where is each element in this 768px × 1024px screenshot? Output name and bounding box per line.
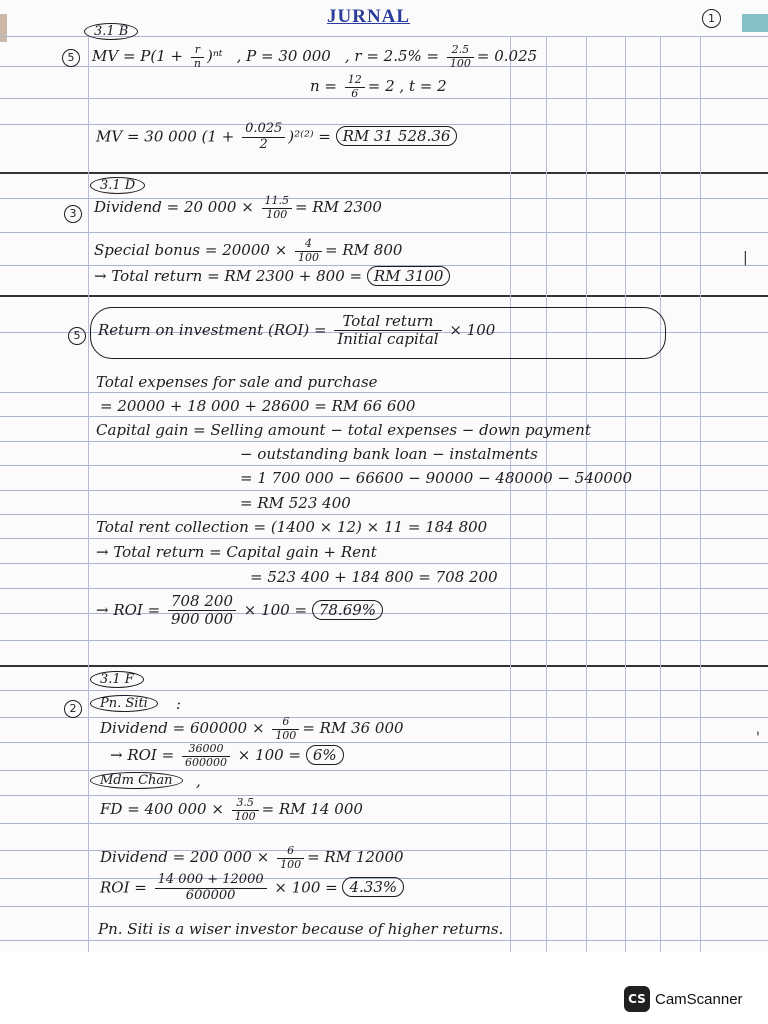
siti-roi-line [110,743,344,769]
ruled-line [0,514,768,515]
ruled-line [0,795,768,796]
fraction [295,238,322,264]
capital-gain-substitution: = 1 700 000 − 66600 − 90000 − 480000 − 540000 [240,469,633,487]
question-number: 5 [62,49,80,67]
column-line [546,36,547,952]
answer-box: RM 3100 [367,266,451,286]
matured-value-line [96,122,457,153]
denominator: n [193,56,201,70]
ruled-line [0,563,768,564]
camscanner-text: CamScanner [655,990,743,1008]
denominator: 900 000 [170,610,233,629]
formula-text: Dividend = 200 000 × [100,848,275,867]
fraction [155,873,267,904]
rent-collection-line: Total rent collection = (1400 × 12) × 11 = 184 800 [96,518,488,536]
denominator: 100 [298,250,320,264]
column-line [586,36,587,952]
expenses-heading: Total expenses for sale and purchase [96,373,378,391]
ruled-line [0,232,768,233]
section-divider [0,295,768,297]
margin-tick-mark: | [743,250,748,266]
question-number: 2 [64,700,82,718]
journal-title: JURNAL [327,6,411,27]
numerator: 11.5 [262,195,293,209]
numerator: 6 [272,716,299,730]
margin-line [88,36,89,952]
total-return-formula: → Total return = Capital gain + Rent [96,543,377,561]
rate-value: , r = 2.5% = [344,47,444,66]
fraction [262,195,293,221]
conclusion-line: Pn. Siti is a wiser investor because of higher returns. [98,920,504,938]
ruled-line [0,640,768,641]
special-bonus-line [94,238,402,264]
formula-text: = 2 , t = 2 [367,77,447,96]
formula-text: )ⁿᵗ [206,47,223,66]
denominator: 100 [449,56,471,70]
answer-box: 4.33% [342,877,404,897]
numerator: r [191,44,204,58]
answer-box: 78.69% [312,600,383,620]
section-divider [0,665,768,667]
formula-text: Special bonus = 20000 × [94,241,293,260]
fd-line [100,797,363,823]
section-label-3-1-d: 3.1 D [90,177,145,194]
person-label-pn-siti: Pn. Siti [90,695,158,712]
ruled-line [0,416,768,417]
formula-text: × 100 = [239,600,312,619]
question-number: 3 [64,205,82,223]
column-line [510,36,511,952]
formula-text: = RM 12000 [307,848,404,867]
question-number: 5 [68,327,86,345]
fraction [345,74,365,100]
formula-text: → ROI = [110,746,179,765]
numerator: 6 [277,845,304,859]
formula-text: = RM 36 000 [302,719,404,738]
section-label-3-1-b: 3.1 B [84,23,138,40]
answer-box: 6% [306,745,344,765]
ruled-line [0,490,768,491]
rate-decimal: = 0.025 [476,47,538,66]
denominator: 6 [351,86,359,100]
expenses-calculation: = 20000 + 18 000 + 28600 = RM 66 600 [100,397,416,415]
column-line [660,36,661,952]
formula-text: → ROI = [96,600,165,619]
formula-text: × 100 [444,320,496,339]
numerator: 36000 [182,743,230,757]
fraction [272,716,299,742]
fraction [242,122,285,153]
numerator: 14 000 + 12000 [155,873,267,889]
column-line [700,36,701,952]
formula-text: × 100 = [269,878,343,897]
fraction [191,44,204,70]
fraction [277,845,304,871]
capital-gain-result: = RM 523 400 [240,494,351,512]
numerator: 2.5 [447,44,474,58]
background-edge-right [742,14,768,32]
formula-text: FD = 400 000 × [100,800,229,819]
formula-text: MV = P(1 + [92,47,188,66]
formula-text: ROI = [100,878,152,897]
ruled-line [0,906,768,907]
margin-tick-mark: ' [756,730,760,746]
denominator: 100 [280,857,302,871]
formula-text: = RM 2300 [295,198,382,217]
capital-gain-formula: Capital gain = Selling amount − total expenses − down payment [96,421,591,439]
ruled-line [0,465,768,466]
denominator: 100 [234,809,256,823]
section-label-3-1-f: 3.1 F [90,671,144,688]
denominator: 2 [259,136,268,152]
label-comma: , [196,772,201,790]
label-colon: : [176,695,182,713]
ruled-line [0,690,768,691]
page-number: 1 [702,9,721,28]
ruled-line [0,538,768,539]
chan-dividend-line [100,845,404,871]
ruled-line [0,441,768,442]
formula-text: MV = 30 000 (1 + [96,127,240,146]
answer-box: RM 31 528.36 [336,126,458,146]
denominator: 100 [275,728,297,742]
ruled-line [0,770,768,771]
ruled-line [0,392,768,393]
ruled-line [0,588,768,589]
fraction [182,743,230,769]
numerator: 12 [345,74,365,88]
camscanner-logo-icon: CS [624,986,650,1012]
capital-gain-formula-cont: − outstanding bank loan − instalments [240,445,538,463]
person-label-mdm-chan: Mdm Chan [90,772,183,789]
ruled-line [0,940,768,941]
formula-text: Dividend = 20 000 × [94,198,259,217]
fraction [447,44,474,70]
denominator: 600000 [184,755,227,769]
total-return-value: = 523 400 + 184 800 = 708 200 [250,568,498,586]
formula-text: Dividend = 600000 × [100,719,270,738]
dividend-line [94,195,382,221]
siti-dividend-line [100,716,404,742]
roi-result-line [96,593,383,629]
period-line [310,74,447,100]
numerator: Total return [334,313,441,331]
formula-text: = RM 14 000 [261,800,363,819]
principal-value: , P = 30 000 [236,47,331,66]
numerator: 708 200 [168,593,236,611]
fraction [232,797,259,823]
fraction [334,313,441,349]
formula-text: × 100 = [232,746,306,765]
column-line [625,36,626,952]
chan-roi-line [100,873,404,904]
camscanner-watermark [624,986,743,1012]
roi-formula-line [98,313,495,349]
compound-formula-line [92,44,537,70]
denominator: 100 [266,207,288,221]
background-edge-left [0,14,7,42]
formula-text: )²⁽²⁾ = [288,127,336,146]
formula-text: Return on investment (ROI) = [98,320,332,339]
denominator: Initial capital [337,330,439,349]
total-return-line [94,267,450,285]
section-divider [0,172,768,174]
numerator: 0.025 [242,122,285,138]
formula-text: n = [310,77,342,96]
numerator: 4 [295,238,322,252]
formula-text: = RM 800 [325,241,403,260]
formula-text: → Total return = RM 2300 + 800 = [94,267,367,285]
denominator: 600000 [185,887,236,903]
numerator: 3.5 [232,797,259,811]
fraction [168,593,236,629]
